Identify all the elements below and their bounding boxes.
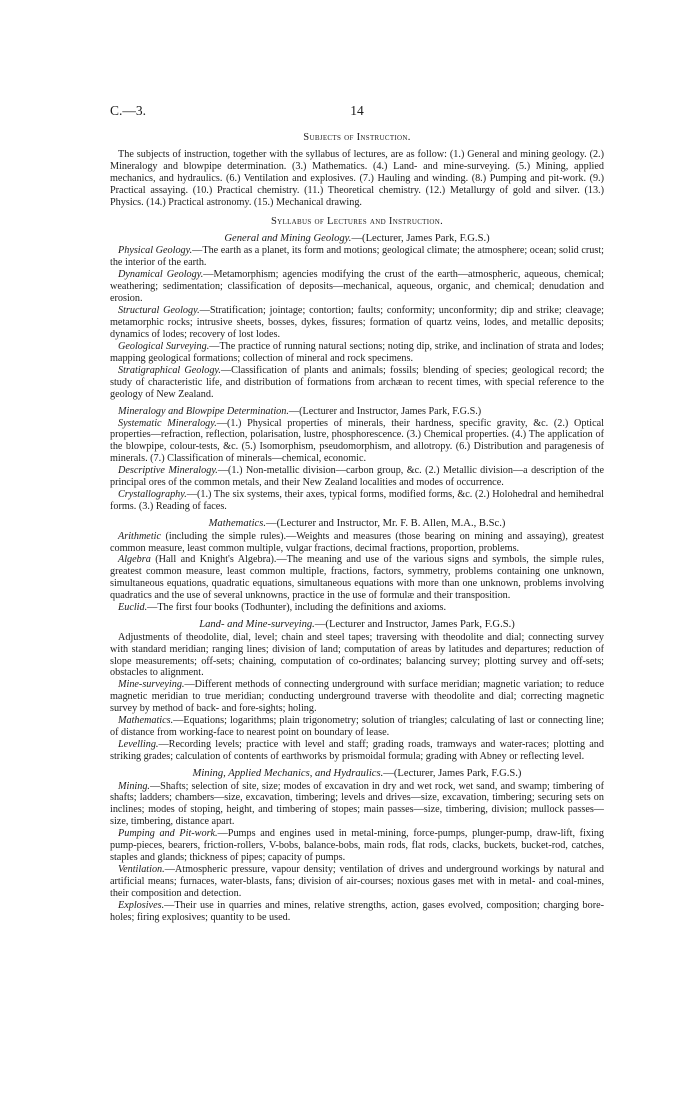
subjects-paragraph: The subjects of instruction, together with the syllabus of lectures, are as follow: (1.) General and mining geology. (2.) Mineralogy and blowpipe determination. (3.) Mathematics. (4.) Land- and mine-surveying. (5.) Mining, applied mechanics, and hydraulics. (6.) Ventilation and explosives. (7.) Hauling and winding. (8.) Pumping and pit-work. (9.) Practical assaying. (10.) Practical chemistry. (11.) Theoretical chemistry. (12.) Metallurgy of gold and silver. (13.) Physics. (14.) Practical astronomy. (15.) Mechanical drawing.: [110, 149, 604, 208]
paragraph: Stratigraphical Geology.—Classification of plants and animals; fossils; blending of species; geological record; the study of characteristic life, and distribution of formations from archæan to recent times, with special reference to the geology of New Zealand.: [110, 364, 604, 400]
subjects-heading: Subjects of Instruction.: [303, 132, 411, 143]
paragraph: Adjustments of theodolite, dial, level; chain and steel tapes; traversing with theodolite and dial; connecting survey with standard meridian; ranging lines; division of land; computation of areas by latitudes and departures; reduction of slope measurements; off-sets; chaining, computation of co-ordinates; balancing survey; plotting survey and off-sets; obstacles to alignment.: [110, 631, 604, 679]
paragraph: Explosives.—Their use in quarries and mines, relative strengths, action, gases evolved, composition; charging bore-holes; firing explosives; quantity to be used.: [110, 900, 604, 923]
paragraph: Dynamical Geology.—Metamorphism; agencies modifying the crust of the earth—atmospheric, aqueous, chemical; weathering; sedimentation; classification of deposits—mechanical, aqueous, organic, and chemical; denudation and erosion.: [110, 269, 605, 304]
mineralogy-section-title: Mineralogy and Blowpipe Determination.—(Lecturer and Instructor, James Park, F.G.S.): [118, 405, 482, 417]
paragraph: Euclid.—The first four books (Todhunter), including the definitions and axioms.: [118, 602, 447, 614]
paragraph: Algebra (Hall and Knight's Algebra).—The meaning and use of the various signs and symbols, the simple rules, greatest common measure, least common multiple, fractions, factors, symmetry, problems containing one unknown, simultaneous equations, quadratic equations, simultaneous equations with more than one unknown, problems involving quadratics and the use of several unknowns, practice in the use of formulæ and their transposition.: [110, 554, 604, 602]
paragraph: Geological Surveying.—The practice of running natural sections; noting dip, strike, and inclination of strata and lodes; mapping geological formations; collection of mineral and rock specimens.: [110, 340, 604, 364]
paragraph: Mining.—Shafts; selection of site, size; modes of excavation in dry and wet rock, wet sand, and swamp; timbering of shafts; ladders; chambers—size, excavation, timbering; levels and drives—size, excavation, timbering; securing sets on inclines; modes of stoping, height, and timbering of stopes; main passes—size, timbering, division; mullock passes—size, timbering, distance apart.: [110, 780, 604, 828]
paragraph: Arithmetic (including the simple rules).—Weights and measures (those bearing on mining and assaying), greatest common measure, least common multiple, vulgar fractions, decimal fractions, proportion, problems.: [110, 530, 604, 554]
paragraph: Descriptive Mineralogy.—(1.) Non-metallic division—carbon group, &c. (2.) Metallic division—a description of the principal ores of the common metals, and their New Zealand localities and modes of occurrence.: [110, 465, 604, 489]
paragraph: Ventilation.—Atmospheric pressure, vapour density; ventilation of drives and underground workings by natural and artificial means; furnaces, water-blasts, fans; division of air-courses; noxious gases met with in metal- and coal-mines, their composition and detection.: [110, 864, 604, 900]
surveying-section-title: Land- and Mine-surveying.—(Lecturer and Instructor, James Park, F.G.S.): [199, 619, 515, 631]
geology-section-title: General and Mining Geology.—(Lecturer, James Park, F.G.S.): [224, 232, 490, 244]
paragraph: Systematic Mineralogy.—(1.) Physical properties of minerals, their hardness, specific gravity, &c. (2.) Optical properties—refraction, reflection, polarisation, lustre, phosphorescence. (3.) Chemical properties. (4.) The application of the blowpipe, colour-tests, &c. (5.) Isomorphism, pseudomorphism, and allotropy. (6.) Distribution and paragenesis of minerals. (7.) Classification of minerals—chemical, economic.: [110, 417, 604, 465]
paragraph: Structural Geology.—Stratification; jointage; contortion; faults; conformity; unconformity; dip and strike; cleavage; metamorphic rocks; intrusive sheets, bosses, dykes, fissures; formation of quartz veins, lodes, and metallic deposits; dynamics of lodes; recovery of lost lodes.: [110, 304, 604, 340]
mining-section-title: Mining, Applied Mechanics, and Hydraulics.—(Lecturer, James Park, F.G.S.): [192, 768, 522, 780]
paragraph: Mine-surveying.—Different methods of connecting underground with surface meridian; magnetic variation; to reduce magnetic meridian to true meridian; conducting underground traverse with theodolite and dial; correcting magnetic survey by method of back- and fore-sights; holing.: [110, 679, 604, 715]
paragraph: Crystallography.—(1.) The six systems, their axes, typical forms, modified forms, &c. (2.) Holohedral and hemihedral forms. (3.) Reading of faces.: [110, 489, 604, 513]
mathematics-section-title: Mathematics.—(Lecturer and Instructor, Mr. F. B. Allen, M.A., B.Sc.): [208, 518, 506, 530]
paragraph: Physical Geology.—The earth as a planet, its form and motions; geological climate; the atmosphere; ocean; solid crust; the interior of the earth.: [110, 245, 604, 269]
page-number: 14: [350, 103, 364, 118]
document-page: [110, 103, 604, 924]
page-header: [110, 103, 604, 125]
paragraph: Levelling.—Recording levels; practice with level and staff; grading roads, tramways and water-races; plotting and striking grades; calculation of contents of earthworks by prismoidal formula; grading with Abney or reflecting level.: [110, 739, 604, 763]
document-reference: C.—3.: [110, 103, 147, 118]
paragraph: Mathematics.—Equations; logarithms; plain trigonometry; solution of triangles; calculating of last or connecting line; of distance from working-face to nearest point on boundary of lease.: [110, 715, 604, 739]
paragraph: Pumping and Pit-work.—Pumps and engines used in metal-mining, force-pumps, plunger-pump, draw-lift, fixing pump-pieces, bearers, friction-rollers, V-bobs, balance-bobs, main rods, flat rods, clacks, buckets, bucket-rod, catches, staples and glands; thickness of pipes; capacity of pumps.: [110, 828, 605, 864]
syllabus-heading: Syllabus of Lectures and Instruction.: [270, 215, 444, 227]
